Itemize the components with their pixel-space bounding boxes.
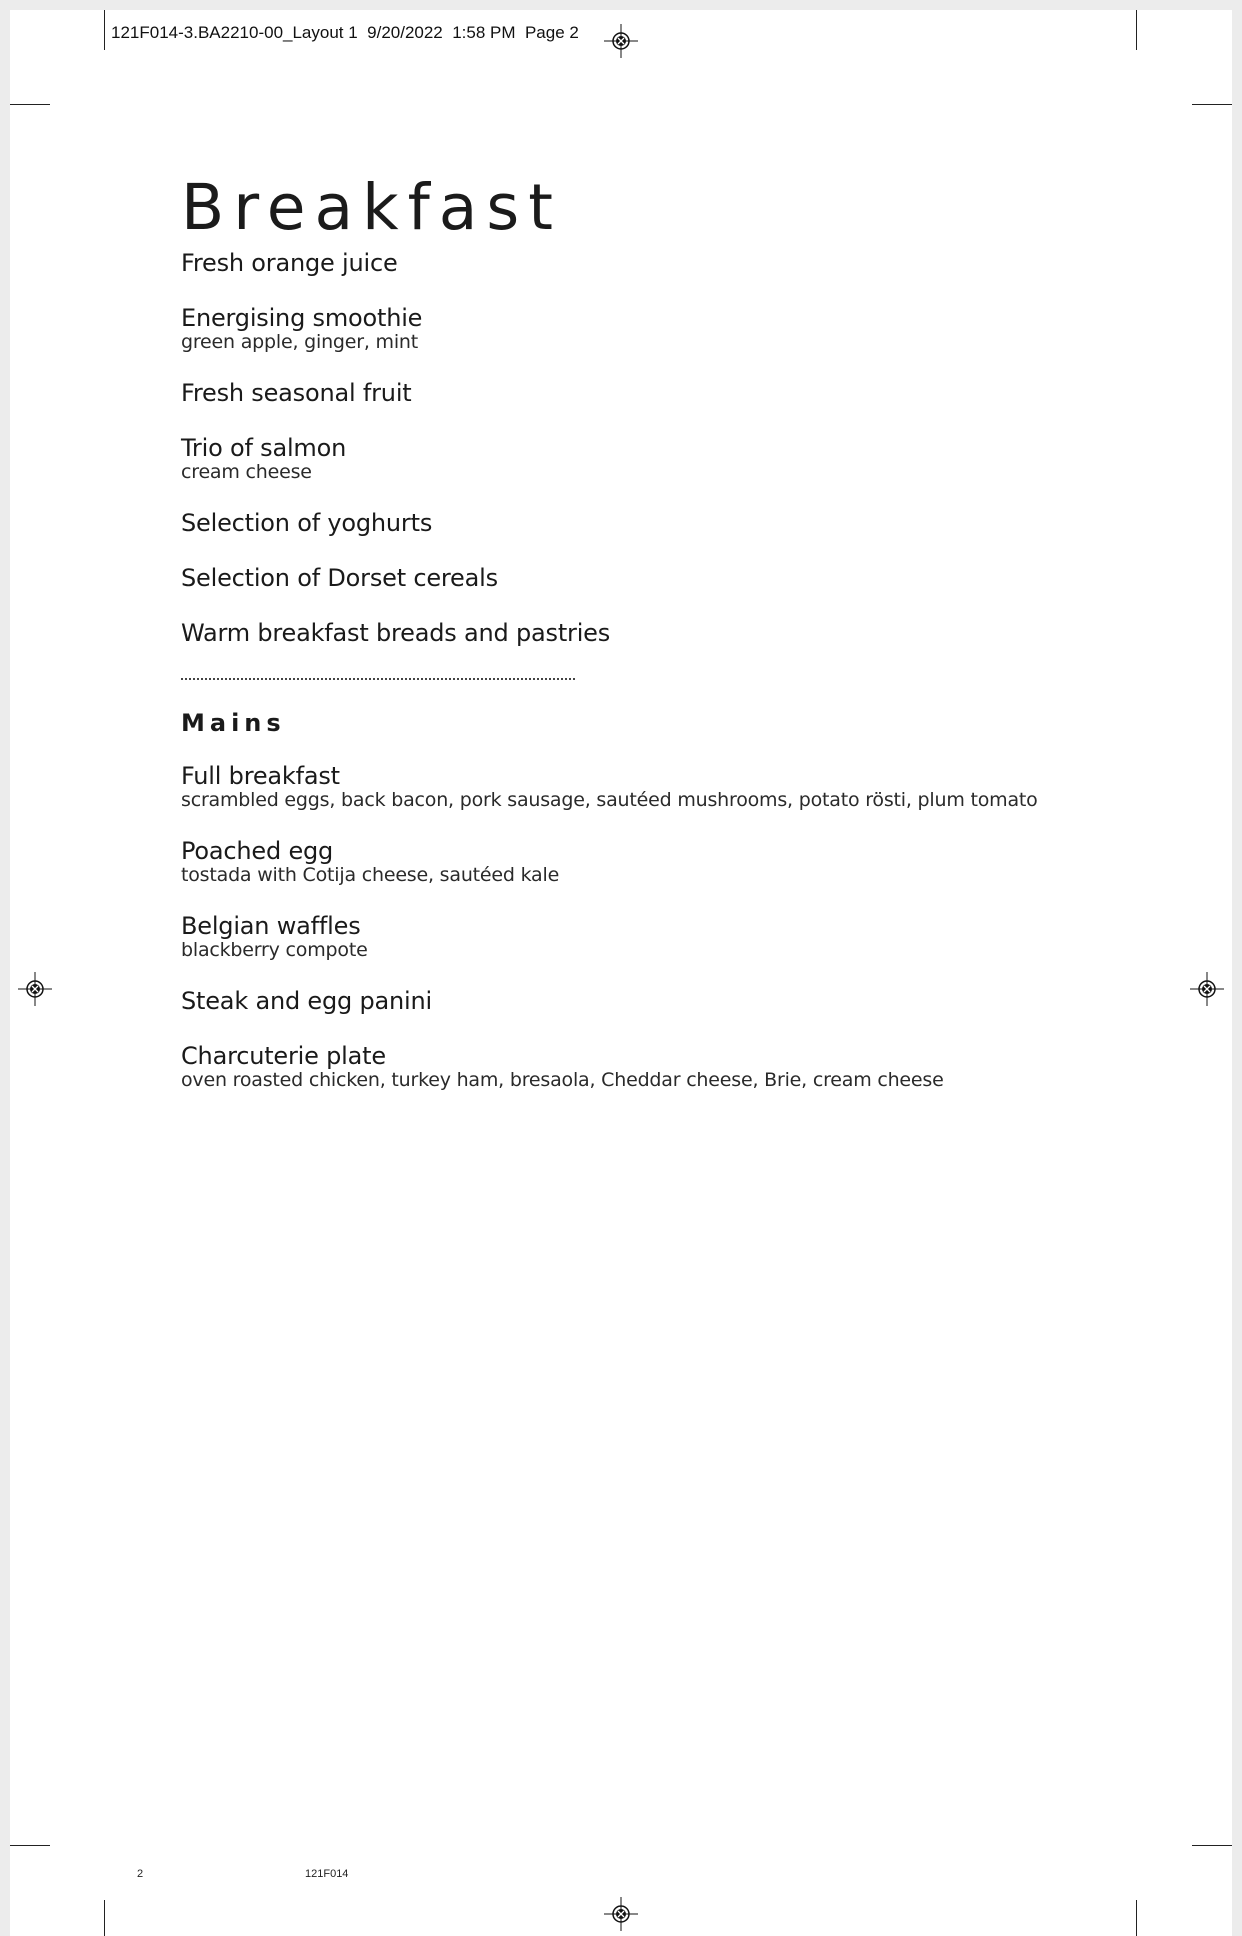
menu-title: Breakfast <box>181 171 562 244</box>
crop-mark <box>1192 104 1232 105</box>
crop-mark <box>10 104 50 105</box>
menu-item-description: oven roasted chicken, turkey ham, bresaola, Cheddar cheese, Brie, cream cheese <box>181 1069 944 1091</box>
menu-item <box>181 911 1081 961</box>
menu-item <box>181 761 1081 811</box>
menu-item-name: Fresh orange juice <box>181 249 398 277</box>
menu-item <box>181 433 1081 483</box>
page-number: 2 <box>137 1868 144 1880</box>
registration-target-icon <box>604 24 638 58</box>
mains-list <box>181 761 1081 1091</box>
menu-item-description: blackberry compote <box>181 939 368 961</box>
menu-item-name: Full breakfast <box>181 762 340 790</box>
menu-item <box>181 1041 1081 1091</box>
registration-target-icon <box>18 972 52 1006</box>
registration-target-icon <box>604 1897 638 1931</box>
mains-heading: Mains <box>181 709 286 737</box>
registration-target-icon <box>1190 972 1224 1006</box>
crop-mark <box>10 1845 50 1846</box>
crop-mark <box>1192 1845 1232 1846</box>
menu-item-description: green apple, ginger, mint <box>181 331 419 353</box>
menu-item-name: Trio of salmon <box>181 434 347 462</box>
job-code: 121F014 <box>305 1868 349 1880</box>
crop-mark <box>104 1900 105 1936</box>
menu-item-name: Steak and egg panini <box>181 987 432 1015</box>
menu-item <box>181 303 1081 353</box>
menu-item <box>181 986 1081 1016</box>
menu-item-description: scrambled eggs, back bacon, pork sausage, sautéed mushrooms, potato rösti, plum tomato <box>181 789 1038 811</box>
menu-item <box>181 836 1081 886</box>
menu-item-name: Selection of Dorset cereals <box>181 564 498 592</box>
dotted-divider <box>181 678 575 680</box>
crop-mark <box>104 10 105 50</box>
menu-item-name: Fresh seasonal fruit <box>181 379 412 407</box>
menu-item-description: cream cheese <box>181 461 312 483</box>
starters-list <box>181 248 1081 648</box>
menu-content <box>181 170 1081 1116</box>
menu-item <box>181 248 1081 278</box>
menu-item-name: Charcuterie plate <box>181 1042 386 1070</box>
menu-item <box>181 618 1081 648</box>
print-slug: 121F014-3.BA2210-00_Layout 1 9/20/2022 1:58 PM Page 2 <box>111 23 579 42</box>
menu-page <box>10 10 1232 1936</box>
menu-item-name: Selection of yoghurts <box>181 509 433 537</box>
menu-item <box>181 563 1081 593</box>
menu-item-name: Belgian waffles <box>181 912 361 940</box>
menu-item-name: Poached egg <box>181 837 334 865</box>
menu-item-name: Energising smoothie <box>181 304 423 332</box>
menu-item-description: tostada with Cotija cheese, sautéed kale <box>181 864 560 886</box>
crop-mark <box>1136 10 1137 50</box>
menu-item-name: Warm breakfast breads and pastries <box>181 619 611 647</box>
menu-item <box>181 378 1081 408</box>
crop-mark <box>1136 1900 1137 1936</box>
menu-item <box>181 508 1081 538</box>
